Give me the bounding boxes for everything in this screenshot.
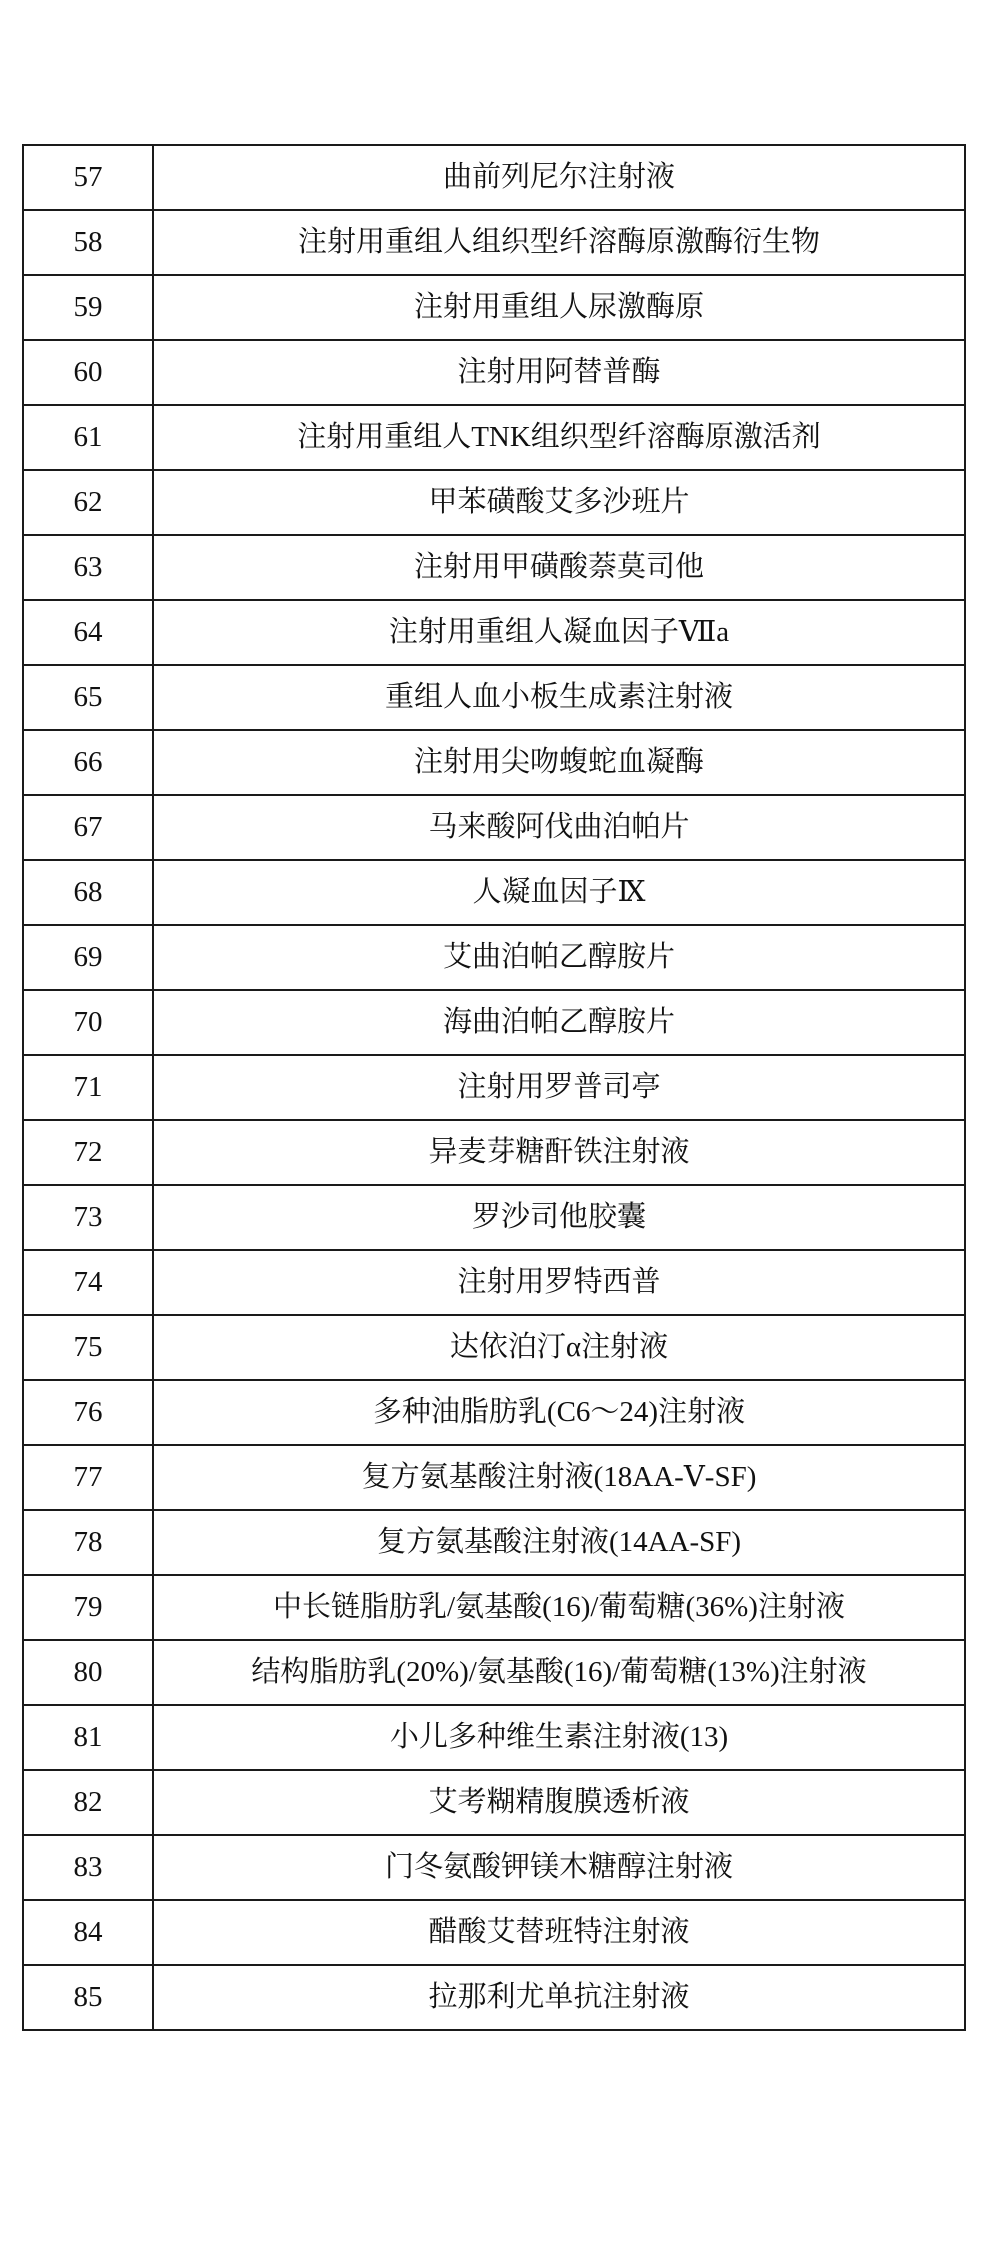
row-number: 84 xyxy=(23,1900,153,1965)
table-row xyxy=(23,665,965,730)
table-row xyxy=(23,1575,965,1640)
drug-name: 拉那利尤单抗注射液 xyxy=(153,1965,965,2030)
drug-name: 达依泊汀α注射液 xyxy=(153,1315,965,1380)
drug-name: 海曲泊帕乙醇胺片 xyxy=(153,990,965,1055)
row-number: 59 xyxy=(23,275,153,340)
table-row xyxy=(23,990,965,1055)
row-number: 64 xyxy=(23,600,153,665)
row-number: 61 xyxy=(23,405,153,470)
row-number: 79 xyxy=(23,1575,153,1640)
row-number: 75 xyxy=(23,1315,153,1380)
row-number: 58 xyxy=(23,210,153,275)
drug-name: 注射用重组人TNK组织型纤溶酶原激活剂 xyxy=(153,405,965,470)
row-number: 82 xyxy=(23,1770,153,1835)
row-number: 85 xyxy=(23,1965,153,2030)
drug-name: 曲前列尼尔注射液 xyxy=(153,145,965,210)
row-number: 76 xyxy=(23,1380,153,1445)
table-row xyxy=(23,860,965,925)
table-row xyxy=(23,795,965,860)
drug-name: 注射用罗特西普 xyxy=(153,1250,965,1315)
row-number: 73 xyxy=(23,1185,153,1250)
table-row xyxy=(23,1055,965,1120)
table-row xyxy=(23,1705,965,1770)
table-row xyxy=(23,600,965,665)
drug-name: 多种油脂肪乳(C6～24)注射液 xyxy=(153,1380,965,1445)
row-number: 78 xyxy=(23,1510,153,1575)
row-number: 81 xyxy=(23,1705,153,1770)
drug-name: 小儿多种维生素注射液(13) xyxy=(153,1705,965,1770)
table-row xyxy=(23,1965,965,2030)
table-row xyxy=(23,1380,965,1445)
table-row xyxy=(23,535,965,600)
drug-name: 艾考糊精腹膜透析液 xyxy=(153,1770,965,1835)
table-row xyxy=(23,1185,965,1250)
drug-name: 注射用尖吻蝮蛇血凝酶 xyxy=(153,730,965,795)
row-number: 69 xyxy=(23,925,153,990)
drug-name: 罗沙司他胶囊 xyxy=(153,1185,965,1250)
row-number: 70 xyxy=(23,990,153,1055)
drug-name: 人凝血因子Ⅸ xyxy=(153,860,965,925)
drug-name: 异麦芽糖酐铁注射液 xyxy=(153,1120,965,1185)
row-number: 65 xyxy=(23,665,153,730)
row-number: 80 xyxy=(23,1640,153,1705)
table-row xyxy=(23,470,965,535)
table-row xyxy=(23,405,965,470)
table-row xyxy=(23,340,965,405)
drug-name: 注射用重组人尿激酶原 xyxy=(153,275,965,340)
drug-name: 注射用重组人凝血因子Ⅶa xyxy=(153,600,965,665)
drug-name: 门冬氨酸钾镁木糖醇注射液 xyxy=(153,1835,965,1900)
drug-list-body xyxy=(23,145,965,2030)
drug-list-table xyxy=(22,144,966,2031)
drug-name: 中长链脂肪乳/氨基酸(16)/葡萄糖(36%)注射液 xyxy=(153,1575,965,1640)
row-number: 74 xyxy=(23,1250,153,1315)
drug-name: 复方氨基酸注射液(14AA-SF) xyxy=(153,1510,965,1575)
table-row xyxy=(23,1510,965,1575)
drug-name: 注射用重组人组织型纤溶酶原激酶衍生物 xyxy=(153,210,965,275)
table-row xyxy=(23,1250,965,1315)
row-number: 66 xyxy=(23,730,153,795)
table-row xyxy=(23,210,965,275)
drug-name: 结构脂肪乳(20%)/氨基酸(16)/葡萄糖(13%)注射液 xyxy=(153,1640,965,1705)
table-row xyxy=(23,1120,965,1185)
table-row xyxy=(23,1770,965,1835)
drug-name: 醋酸艾替班特注射液 xyxy=(153,1900,965,1965)
row-number: 68 xyxy=(23,860,153,925)
table-row xyxy=(23,1835,965,1900)
drug-name: 注射用罗普司亭 xyxy=(153,1055,965,1120)
drug-name: 甲苯磺酸艾多沙班片 xyxy=(153,470,965,535)
drug-name: 马来酸阿伐曲泊帕片 xyxy=(153,795,965,860)
row-number: 60 xyxy=(23,340,153,405)
table-row xyxy=(23,925,965,990)
table-row xyxy=(23,730,965,795)
table-row xyxy=(23,145,965,210)
table-row xyxy=(23,1445,965,1510)
table-row xyxy=(23,275,965,340)
drug-name: 艾曲泊帕乙醇胺片 xyxy=(153,925,965,990)
drug-name: 注射用甲磺酸萘莫司他 xyxy=(153,535,965,600)
drug-name: 复方氨基酸注射液(18AA-Ⅴ-SF) xyxy=(153,1445,965,1510)
table-row xyxy=(23,1640,965,1705)
drug-name: 注射用阿替普酶 xyxy=(153,340,965,405)
row-number: 72 xyxy=(23,1120,153,1185)
drug-name: 重组人血小板生成素注射液 xyxy=(153,665,965,730)
table-row xyxy=(23,1900,965,1965)
row-number: 67 xyxy=(23,795,153,860)
table-row xyxy=(23,1315,965,1380)
row-number: 57 xyxy=(23,145,153,210)
row-number: 62 xyxy=(23,470,153,535)
row-number: 77 xyxy=(23,1445,153,1510)
row-number: 71 xyxy=(23,1055,153,1120)
row-number: 83 xyxy=(23,1835,153,1900)
row-number: 63 xyxy=(23,535,153,600)
